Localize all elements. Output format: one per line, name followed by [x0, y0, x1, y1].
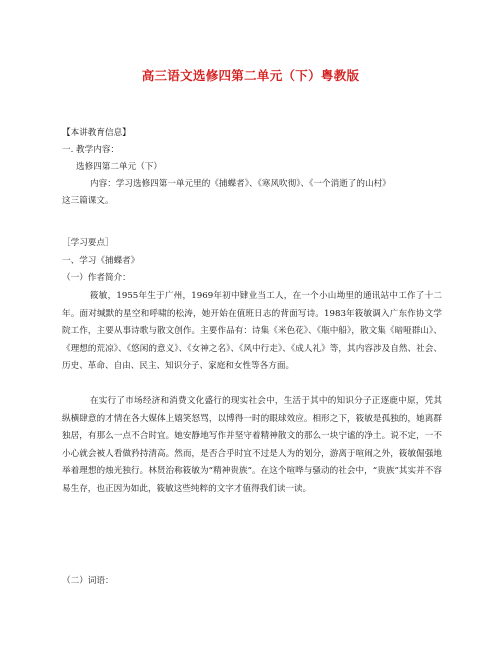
- section-info-heading: 【本讲教育信息】: [62, 128, 131, 138]
- unit-line: 选修四第二单元（下）: [76, 162, 162, 172]
- author-paragraph: 筱敏，1955年生于广州，1969年初中肄业当工人，在一个小山坳里的通讯站中工作了十二年。面对缄默的星空和呼啸的松涛，她开始在值班日志的背面写诗。1983年筱敏调入广东作协文学院工作，主要从事诗歌与散文创作。主要作品有：诗集《米色花》、《瓶中船》，散文集《暗哑群山》、《理想的荒凉》、《悠闲的意义》、《女神之名》、《风中行走》、《成人礼》等，其内容涉及自然、社会、历史、革命、自由、民主、知识分子、家庭和女性等各方面。: [62, 291, 442, 371]
- commentary-paragraph: 在实行了市场经济和消费文化盛行的现实社会中，生活于其中的知识分子正逐鹿中原，凭其纵横肆意的才情在各大媒体上嬉笑怒骂，以博得一时的眼球效应。相形之下，筱敏是孤独的，她离群独居，有那么一点不合时宜。她安静地写作并坚守着精神散文的那么一块宁谧的净土。说不定，一不小心就会被人看做矜持清高。然而，是否合乎时宜不过是人为的划分，游离于喧闹之外，筱敏倔强地举着理想的烛光独行。林贤治称筱敏为“精神贵族”。在这个喧哗与骚动的社会中，“贵族”其实并不容易生存，也正因为如此，筱敏这些纯粹的文字才值得我们读一读。: [62, 396, 442, 494]
- author-intro-heading: （一）作者简介：: [62, 273, 131, 283]
- key-points-heading: ［学习要点］: [62, 238, 114, 248]
- content-line-1: 内容：学习选修四第一单元里的《捕蝶者》、《寒风吹彻》、《一个消逝了的山村》: [90, 179, 391, 189]
- vocabulary-heading: （二）词语：: [62, 576, 114, 586]
- study-section-heading: 一、学习《捕蝶者》: [62, 256, 140, 266]
- teaching-content-heading: 一. 教学内容：: [62, 145, 120, 155]
- content-line-2: 这三篇课文。: [62, 196, 114, 206]
- document-title: 高三语文选修四第二单元（下）粤教版: [141, 68, 360, 83]
